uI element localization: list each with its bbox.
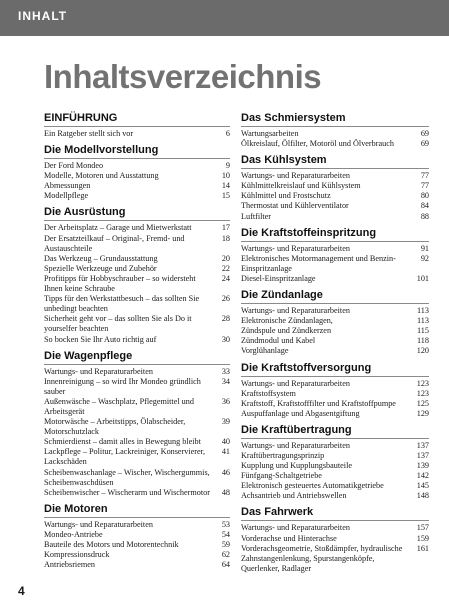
entry-page: 40	[221, 437, 230, 447]
entry-text: Fünfgang-Schaltgetriebe	[241, 471, 322, 481]
entry-text: Abmessungen	[44, 181, 91, 191]
entry-page: 148	[416, 491, 429, 501]
toc-right-column	[241, 112, 429, 579]
toc-section	[44, 206, 230, 344]
entry-page: 123	[416, 388, 429, 398]
entry-text: Vorderachse und Hinterachse	[241, 533, 337, 543]
toc-entry	[44, 560, 230, 570]
entry-text: Außenwäsche – Waschplatz, Pflegemittel und Arbeitsgerät	[44, 396, 194, 416]
entry-text: Sicherheit geht vor – das sollten Sie als Do it yourselfer beachten	[44, 314, 192, 334]
entry-text: Der Ford Mondeo	[44, 161, 104, 171]
toc-entry	[241, 389, 429, 399]
entry-page: 125	[416, 398, 429, 408]
section-title: Die Wagenpflege	[44, 350, 230, 365]
entry-page: 6	[225, 129, 230, 138]
toc-entry	[44, 129, 230, 139]
entry-page: 115	[417, 326, 429, 336]
toc-entry	[241, 379, 429, 389]
entry-page: 33	[221, 366, 230, 376]
entry-text: Ölkreislauf, Ölfilter, Motoröl und Ölverbrauch	[241, 139, 394, 149]
entry-text: Auspuffanlage und Abgasentgiftung	[241, 408, 360, 418]
entry-text: Achsantrieb und Antriebswellen	[241, 491, 347, 501]
section-title: Die Kraftstoffeinspritzung	[241, 227, 429, 242]
entry-page: 113	[417, 306, 429, 316]
toc-entry	[241, 544, 429, 574]
entry-page: 157	[416, 523, 429, 533]
toc-entry	[241, 481, 429, 491]
toc-section	[44, 144, 230, 201]
section-title: Die Kraftstoffversorgung	[241, 362, 429, 377]
toc-entry	[241, 316, 429, 326]
toc-entry	[44, 171, 230, 181]
toc-entry	[241, 441, 429, 451]
entry-text: Elektronisch gesteuertes Automatikgetriebe	[241, 481, 384, 491]
section-title: Das Schmiersystem	[241, 112, 429, 127]
entry-page: 69	[420, 139, 429, 149]
toc-entry	[241, 346, 429, 356]
toc-section	[241, 506, 429, 573]
entry-page: 20	[221, 253, 230, 263]
entry-page: 84	[420, 201, 429, 211]
toc-entry	[241, 326, 429, 336]
toc-entry	[44, 191, 230, 201]
entry-text: Zündspule und Zündkerzen	[241, 326, 332, 336]
toc-entry	[241, 306, 429, 316]
toc-entry	[44, 161, 230, 171]
toc-section	[44, 350, 230, 498]
page-number: 4	[18, 584, 25, 598]
entry-text: Modellpflege	[44, 191, 89, 201]
toc-entry	[44, 367, 230, 377]
toc-section	[241, 227, 429, 284]
toc-entry	[241, 191, 429, 201]
entry-text: Kompressionsdruck	[44, 550, 110, 560]
toc-section	[241, 154, 429, 221]
entry-page: 28	[221, 314, 230, 324]
toc-section	[241, 289, 429, 356]
entry-text: Innenreinigung – so wird Ihr Mondeo gründlich sauber	[44, 376, 201, 396]
entry-page: 161	[416, 543, 429, 553]
entry-page: 53	[221, 519, 230, 529]
toc-section	[241, 424, 429, 502]
section-title: EINFÜHRUNG	[44, 112, 230, 127]
toc-entry	[44, 264, 230, 274]
toc-left-column	[44, 112, 230, 575]
section-title: Das Kühlsystem	[241, 154, 429, 169]
entry-text: Wartungs- und Reparaturarbeiten	[241, 378, 350, 388]
entry-text: Modelle, Motoren und Ausstattung	[44, 171, 159, 181]
toc-entry	[44, 294, 230, 314]
toc-entry	[44, 234, 230, 254]
entry-page: 137	[416, 440, 429, 450]
toc-entry	[44, 417, 230, 437]
entry-text: Kraftstoff, Kraftstofffilter und Kraftstoffpumpe	[241, 398, 396, 408]
toc-entry	[241, 201, 429, 211]
entry-page: 24	[221, 273, 230, 283]
entry-text: Thermostat und Kühlerventilator	[241, 201, 349, 211]
toc-entry	[44, 377, 230, 397]
entry-text: Vorderachsgeometrie, Stoßdämpfer, hydraulische Zahnstangenlenkung, Spurstangenköpfe, Querlenker, Radlager	[241, 543, 403, 573]
entry-page: 118	[417, 336, 429, 346]
toc-entry	[44, 540, 230, 550]
entry-text: Wartungs- und Reparaturarbeiten	[44, 366, 153, 376]
entry-text: Lackpflege – Politur, Lackreiniger, Konservierer, Lackschäden	[44, 447, 206, 467]
entry-page: 17	[221, 223, 230, 233]
entry-page: 88	[420, 211, 429, 221]
entry-page: 18	[221, 233, 230, 243]
toc-entry	[44, 520, 230, 530]
entry-page: 9	[225, 161, 230, 171]
entry-page: 46	[221, 467, 230, 477]
section-title: Das Fahrwerk	[241, 506, 429, 521]
entry-page: 91	[420, 243, 429, 253]
entry-page: 129	[416, 408, 429, 418]
entry-text: Wartungs- und Reparaturarbeiten	[241, 440, 350, 450]
entry-page: 26	[221, 294, 230, 304]
entry-text: Das Werkzeug – Grundausstattung	[44, 253, 158, 263]
entry-text: Spezielle Werkzeuge und Zubehör	[44, 263, 157, 273]
entry-page: 10	[221, 171, 230, 181]
toc-entry	[44, 550, 230, 560]
entry-text: Der Arbeitsplatz – Garage und Mietwerkstatt	[44, 223, 192, 233]
entry-page: 39	[221, 417, 230, 427]
section-title: Die Motoren	[44, 503, 230, 518]
entry-page: 15	[221, 191, 230, 201]
toc-entry	[241, 451, 429, 461]
section-title: Die Kraftübertragung	[241, 424, 429, 439]
toc-entry	[241, 399, 429, 409]
toc-entry	[241, 409, 429, 419]
toc-entry	[241, 274, 429, 284]
toc-entry	[44, 468, 230, 488]
toc-section	[44, 503, 230, 570]
entry-text: Scheibenwaschanlage – Wischer, Wischergummis, Scheibenwaschdüsen	[44, 467, 210, 487]
entry-page: 69	[420, 129, 429, 138]
entry-text: Wartungs- und Reparaturarbeiten	[44, 519, 153, 529]
section-title: Die Zündanlage	[241, 289, 429, 304]
toc-entry	[44, 530, 230, 540]
toc-entry	[241, 139, 429, 149]
toc-entry	[241, 129, 429, 139]
entry-text: Wartungs- und Reparaturarbeiten	[241, 306, 350, 316]
toc-entry	[44, 181, 230, 191]
toc-entry	[241, 212, 429, 222]
toc-section	[44, 112, 230, 139]
entry-page: 36	[221, 396, 230, 406]
toc-section	[241, 112, 429, 149]
entry-text: Bauteile des Motors und Motorentechnik	[44, 540, 179, 549]
toc-entry	[241, 171, 429, 181]
entry-page: 92	[420, 253, 429, 263]
entry-page: 41	[221, 447, 230, 457]
toc-entry	[44, 274, 230, 294]
toc-section	[241, 362, 429, 419]
entry-page: 48	[221, 487, 230, 497]
entry-page: 62	[221, 550, 230, 560]
entry-text: Antriebsriemen	[44, 560, 95, 570]
entry-page: 139	[416, 461, 429, 471]
toc-entry	[44, 397, 230, 417]
toc-entry	[44, 254, 230, 264]
toc-entry	[241, 244, 429, 254]
toc-entry	[44, 314, 230, 334]
entry-text: Wartungs- und Reparaturarbeiten	[241, 171, 350, 181]
entry-text: Elektronische Zündanlagen,	[241, 316, 333, 326]
toc-entry	[44, 488, 230, 498]
entry-text: Elektronisches Motormanagement und Benzin-Einspritzanlage	[241, 253, 396, 273]
toc-entry	[241, 336, 429, 346]
entry-page: 80	[420, 191, 429, 201]
entry-text: So bocken Sie Ihr Auto richtig auf	[44, 334, 157, 344]
entry-text: Wartungsarbeiten	[241, 129, 299, 138]
entry-page: 14	[221, 181, 230, 191]
toc-entry	[44, 447, 230, 467]
entry-page: 59	[221, 540, 230, 549]
entry-page: 54	[221, 529, 230, 539]
entry-text: Zündmodul und Kabel	[241, 336, 316, 346]
page-title: Inhaltsverzeichnis	[44, 58, 322, 95]
entry-page: 142	[416, 471, 429, 481]
entry-text: Kühlmittel und Frostschutz	[241, 191, 331, 201]
entry-text: Schmierdienst – damit alles in Bewegung bleibt	[44, 437, 201, 447]
toc-entry	[44, 335, 230, 345]
entry-text: Wartungs- und Reparaturarbeiten	[241, 523, 350, 533]
toc-entry	[44, 223, 230, 233]
entry-text: Profitipps für Hobbyschrauber – so widersteht Ihnen keine Schraube	[44, 273, 196, 294]
entry-text: Vorglühanlage	[241, 346, 289, 356]
entry-page: 137	[416, 450, 429, 460]
entry-text: Motorwäsche – Arbeitstipps, Ölabscheider, Motorschutzlack	[44, 417, 186, 437]
entry-text: Kraftübertragungsprinzip	[241, 450, 325, 460]
toc-entry	[241, 471, 429, 481]
entry-page: 77	[420, 171, 429, 181]
entry-page: 34	[221, 376, 230, 386]
entry-text: Diesel-Einspritzanlage	[241, 273, 316, 283]
entry-text: Der Ersatzteilkauf – Original-, Fremd- und Austauschteile	[44, 233, 185, 253]
toc-entry	[44, 437, 230, 447]
section-title: Die Ausrüstung	[44, 206, 230, 221]
entry-page: 64	[221, 560, 230, 570]
toc-entry	[241, 461, 429, 471]
entry-page: 113	[417, 316, 429, 326]
toc-entry	[241, 523, 429, 533]
entry-text: Mondeo-Antriebe	[44, 529, 103, 539]
entry-page: 159	[416, 533, 429, 543]
entry-text: Scheibenwischer – Wischerarm und Wischermotor	[44, 487, 210, 497]
entry-page: 101	[416, 273, 429, 283]
toc-entry	[241, 181, 429, 191]
entry-page: 77	[420, 181, 429, 191]
toc-entry	[241, 534, 429, 544]
entry-text: Kraftstoffsystem	[241, 388, 296, 398]
entry-text: Kupplung und Kupplungsbauteile	[241, 461, 352, 471]
entry-page: 123	[416, 378, 429, 388]
header-label: INHALT	[18, 9, 68, 23]
section-title: Die Modellvorstellung	[44, 144, 230, 159]
entry-text: Ein Ratgeber stellt sich vor	[44, 129, 134, 138]
entry-text: Luftfilter	[241, 211, 272, 221]
entry-text: Kühlmittelkreislauf und Kühlsystem	[241, 181, 361, 191]
entry-text: Wartungs- und Reparaturarbeiten	[241, 243, 350, 253]
header-bar	[0, 0, 449, 36]
entry-page: 120	[416, 346, 429, 356]
entry-page: 22	[221, 263, 230, 273]
toc-entry	[241, 491, 429, 501]
toc-entry	[241, 254, 429, 274]
entry-text: Tipps für den Werkstattbesuch – das sollten Sie unbedingt beachten	[44, 294, 200, 314]
entry-page: 145	[416, 481, 429, 491]
entry-page: 30	[221, 334, 230, 344]
